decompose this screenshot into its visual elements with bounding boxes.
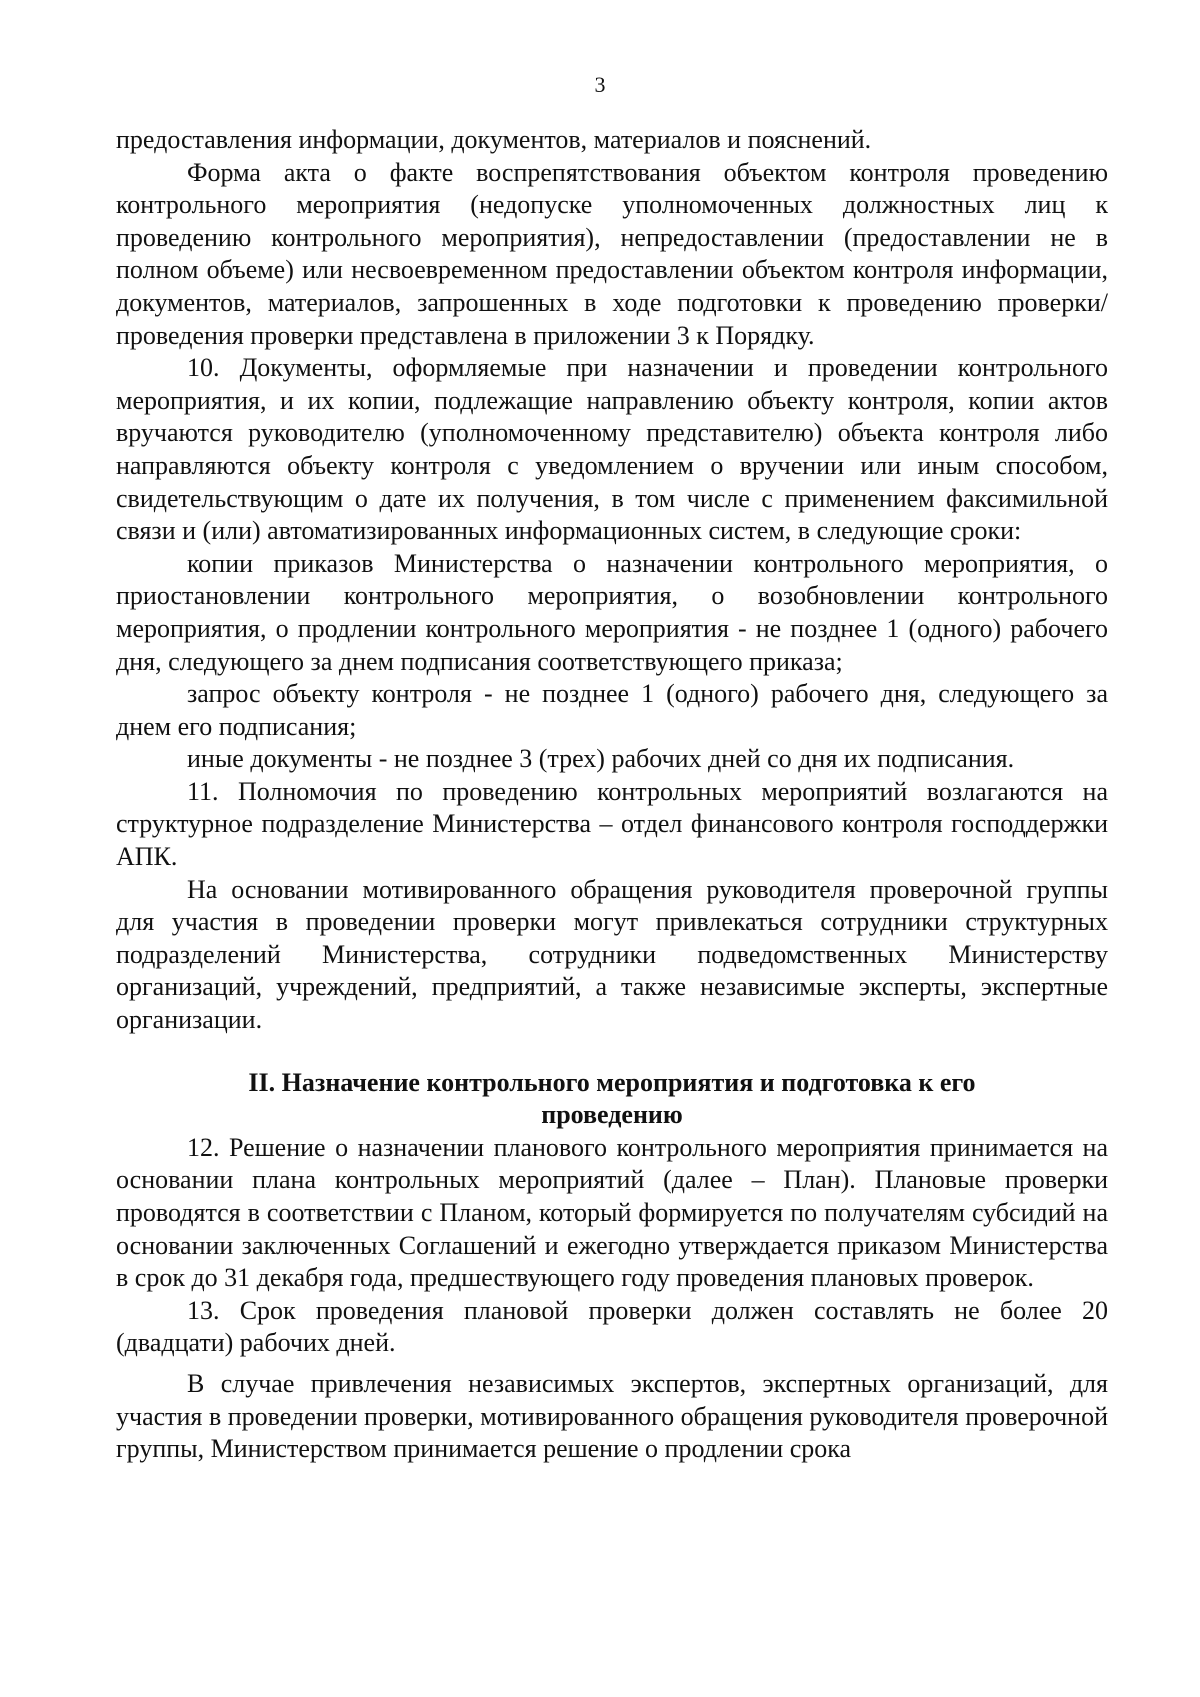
paragraph-experts: На основании мотивированного обращения руководителя проверочной группы для участия в проведении проверки могут привлекаться сотрудники структурных подразделений Министерства, сотрудники подведомственных Министерству организаций, учреждений, предприятий, а также независимые эксперты, экспертные организации.	[116, 874, 1108, 1035]
paragraph-orders-deadline: копии приказов Министерства о назначении контрольного мероприятия, о приостановлении контрольного мероприятия, о возобновлении контрольного мероприятия, о продлении контрольного мероприятия - не позднее 1 (одного) рабочего дня, следующего за днем подписания соответствующего приказа;	[116, 548, 1108, 676]
section-heading-line-2: проведению	[541, 1100, 683, 1130]
paragraph-item-11: 11. Полномочия по проведению контрольных мероприятий возлагаются на структурное подразделение Министерства – отдел финансового контроля господдержки АПК.	[116, 776, 1108, 872]
section-heading	[116, 1067, 1108, 1132]
paragraph-request-deadline: запрос объекту контроля - не позднее 1 (одного) рабочего дня, следующего за днем его подписания;	[116, 679, 1108, 741]
section-heading-line-1: II. Назначение контрольного мероприятия и подготовка к его	[248, 1067, 976, 1097]
paragraph-item-13: 13. Срок проведения плановой проверки должен составлять не более 20 (двадцати) рабочих дней.	[116, 1295, 1108, 1358]
paragraph-other-documents: иные документы - не позднее 3 (трех) рабочих дней со дня их подписания.	[187, 744, 1015, 774]
paragraph-continuation: предоставления информации, документов, материалов и пояснений.	[116, 125, 872, 154]
paragraph-item-12: 12. Решение о назначении планового контрольного мероприятия принимается на основании плана контрольных мероприятий (далее – План). Плановые проверки проводятся в соответствии с Планом, который формируется по получателям субсидий на основании заключенных Соглашений и ежегодно утверждается приказом Министерства в срок до 31 декабря года, предшествующего году проведения плановых проверок.	[116, 1132, 1108, 1293]
paragraph-item-10: 10. Документы, оформляемые при назначении и проведении контрольного мероприятия, и их копии, подлежащие направлению объекту контроля, копии актов вручаются руководителю (уполномоченному представителю) объекта контроля либо направляются объекту контроля с уведомлением о вручении или иным способом, свидетельствующим о дате их получения, в том числе с применением факсимильной связи и (или) автоматизированных информационных систем, в следующие сроки:	[116, 353, 1108, 546]
page-number: 3	[594, 72, 606, 97]
paragraph-term-extension: В случае привлечения независимых экспертов, экспертных организаций, для участия в проведении проверки, мотивированного обращения руководителя проверочной группы, Министерством принимается решение о продлении срока	[116, 1368, 1108, 1464]
paragraph-act-form: Форма акта о факте воспрепятствования объектом контроля проведению контрольного мероприятия (недопуске уполномоченных должностных лиц к проведению контрольного мероприятия), непредоставлении (предоставлении не в полном объеме) или несвоевременном предоставлении объектом контроля информации, документов, материалов, запрошенных в ходе подготовки к проведению проверки/проведения проверки представлена в приложении 3 к Порядку.	[116, 157, 1108, 350]
document-body	[116, 124, 1108, 1466]
